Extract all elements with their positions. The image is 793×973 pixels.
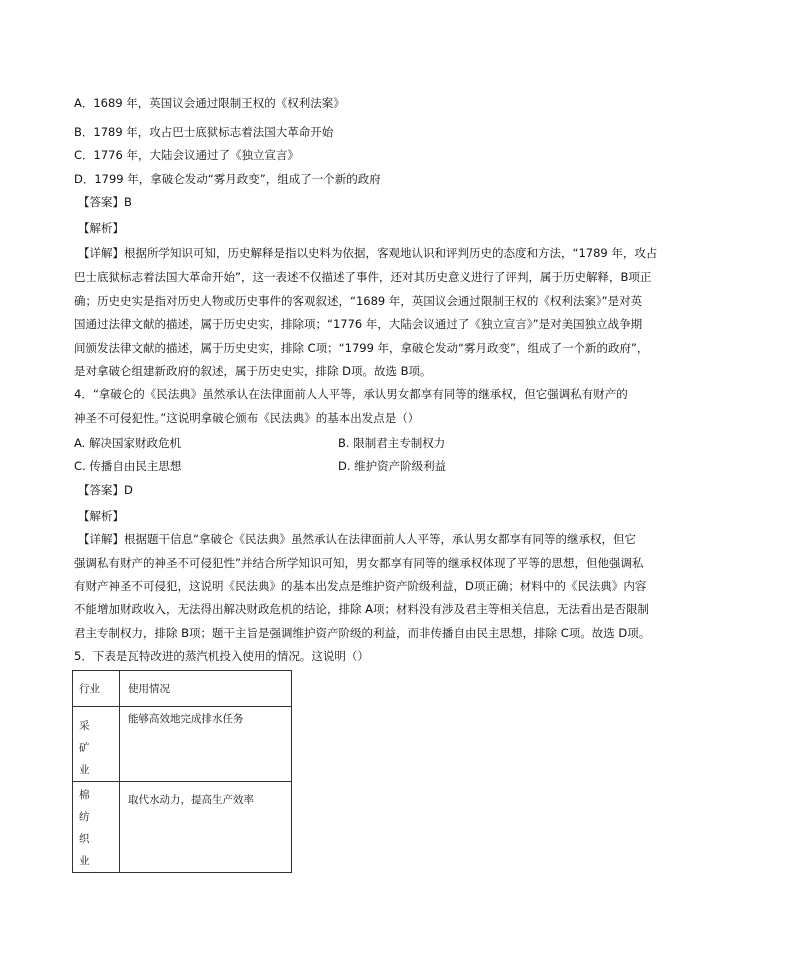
q4-detail-line: 【详解】根据题干信息“拿破仑《民法典》虽然承认在法律面前人人平等，承认男女都享有同等的继承权，但它 — [78, 532, 636, 546]
table-row — [73, 707, 292, 782]
table-cell-industry: 棉 纺 织 业 — [73, 782, 120, 873]
q4-detail-line: 强调私有财产的神圣不可侵犯性”并结合所学知识可知，男女都享有同等的继承权体现了平等的思想，但他强调私 — [74, 556, 644, 570]
q4-detail-line: 有财产神圣不可侵犯，这说明《民法典》的基本出发点是维护资产阶级利益，D项正确；材料中的《民法典》内容 — [74, 579, 647, 593]
q3-detail-line: 是对拿破仑组建新政府的叙述，属于历史史实，排除 D项。故选 B项。 — [74, 364, 432, 378]
q4-detail-line: 不能增加财政收入，无法得出解决财政危机的结论，排除 A项；材料没有涉及君主等相关信息，无法看出是否限制 — [74, 602, 650, 616]
q4-detail-line: 君主专制权力，排除 B项；题干主旨是强调维护资产阶级的利益，而非传播自由民主思想，排除 C项。故选 D项。 — [74, 626, 651, 640]
q4-option-a: A. 解决国家财政危机 — [74, 436, 181, 450]
steam-engine-usage-table — [72, 670, 292, 873]
q3-answer: 【答案】B — [78, 195, 132, 209]
q4-option-b: B. 限制君主专制权力 — [338, 436, 446, 450]
table-cell-usage: 取代水动力，提高生产效率 — [120, 782, 292, 873]
q3-option-d: D．1799 年，拿破仑发动“雾月政变”，组成了一个新的政府 — [74, 172, 381, 186]
q5-stem: 5．下表是瓦特改进的蒸汽机投入使用的情况。这说明（） — [74, 649, 369, 663]
table-row — [73, 782, 292, 873]
q4-stem-line: 4．“拿破仑的《民法典》虽然承认在法律面前人人平等，承认男女都享有同等的继承权，但它强调私有财产的 — [74, 387, 628, 401]
table-header-cell: 行业 — [73, 671, 120, 707]
q4-analysis-heading: 【解析】 — [78, 509, 124, 523]
q4-option-d: D. 维护资产阶级利益 — [338, 459, 447, 473]
q3-option-a: A．1689 年，英国议会通过限制王权的《权利法案》 — [74, 96, 345, 110]
q3-detail-line: 国通过法律文献的描述，属于历史史实，排除项；“1776 年，大陆会议通过了《独立宣言》”是对美国独立战争期 — [74, 317, 643, 331]
q3-detail-line: 【详解】根据所学知识可知，历史解释是指以史料为依据，客观地认识和评判历史的态度和方法，“1789 年，攻占 — [78, 246, 658, 260]
q4-answer: 【答案】D — [78, 483, 133, 497]
table-cell-industry: 采 矿 业 — [73, 707, 120, 782]
q3-option-c: C．1776 年，大陆会议通过了《独立宣言》 — [74, 148, 299, 162]
q4-stem-line: 神圣不可侵犯性。”这说明拿破仑颁布《民法典》的基本出发点是（） — [74, 411, 420, 425]
q4-option-c: C. 传播自由民主思想 — [74, 459, 182, 473]
table-header-row — [73, 671, 292, 707]
q3-option-b: B．1789 年，攻占巴士底狱标志着法国大革命开始 — [74, 125, 334, 139]
table-cell-usage: 能够高效地完成排水任务 — [120, 707, 292, 782]
q3-analysis-heading: 【解析】 — [78, 221, 124, 235]
q3-detail-line: 确；历史史实是指对历史人物或历史事件的客观叙述，“1689 年，英国议会通过限制王权的《权利法案》”是对英 — [74, 294, 643, 308]
q3-detail-line: 巴士底狱标志着法国大革命开始”，这一表述不仅描述了事件，还对其历史意义进行了评判，属于历史解释，B项正 — [74, 270, 652, 284]
q3-detail-line: 间颁发法律文献的描述，属于历史史实，排除 C项；“1799 年，拿破仑发动“雾月政变”，组成了一个新的政府”， — [74, 341, 649, 355]
table-header-cell: 使用情况 — [120, 671, 292, 707]
